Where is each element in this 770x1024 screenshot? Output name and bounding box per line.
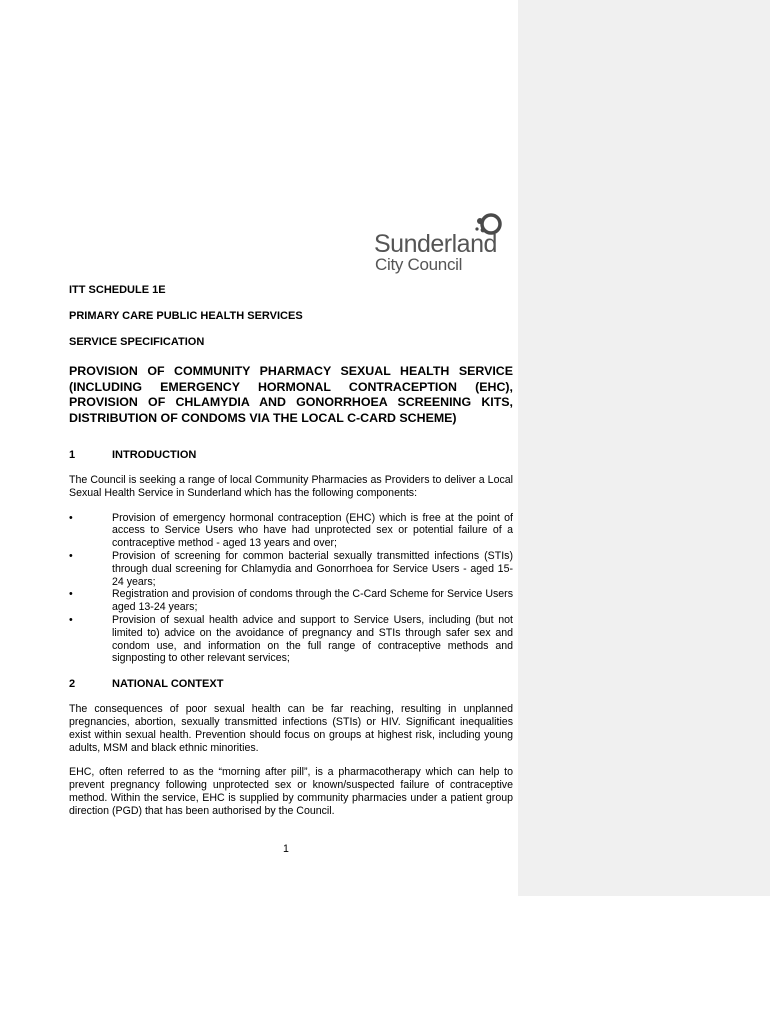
bullet-icon: • bbox=[69, 588, 73, 601]
intro-paragraph: The Council is seeking a range of local Community Pharmacies as Providers to deliver a Local Sexual Health Service in Sunderland which has the following components: bbox=[69, 474, 513, 499]
section-number: 1 bbox=[69, 449, 76, 461]
ehc-paragraph: EHC, often referred to as the “morning after pill”, is a pharmacotherapy which can help to prevent pregnancy following unprotected sex or known/suspected failure of contraceptive method. Within the service, EHC is supplied by community pharmacies under a patient group direction (PGD) that has been authorised by the Council. bbox=[69, 766, 513, 817]
context-paragraph: The consequences of poor sexual health can be far reaching, resulting in unplanned pregnancies, abortion, sexually transmitted infections (STIs) or HIV. Significant inequalities exist within sexual health. Prevention should focus on groups at highest risk, including young adults, MSM and black ethnic minorities. bbox=[69, 703, 513, 754]
council-logo bbox=[374, 212, 506, 278]
section-number: 2 bbox=[69, 678, 76, 691]
section-title: INTRODUCTION bbox=[112, 449, 197, 461]
component-list bbox=[69, 512, 513, 666]
document-body bbox=[69, 283, 513, 818]
schedule-label: ITT SCHEDULE 1E bbox=[69, 284, 166, 296]
logo-subtitle: City Council bbox=[375, 255, 463, 274]
spec-label: SERVICE SPECIFICATION bbox=[69, 336, 205, 348]
list-item bbox=[69, 588, 513, 614]
bullet-icon: • bbox=[69, 549, 73, 562]
list-item bbox=[69, 550, 513, 588]
section-1-heading bbox=[69, 448, 513, 462]
list-item-text: Provision of screening for common bacterial sexually transmitted infections (STIs) through dual screening for Chlamydia and Gonorrhoea for Service Users - aged 15-24 years; bbox=[112, 549, 513, 588]
comment-sidebar bbox=[518, 0, 770, 896]
service-category: PRIMARY CARE PUBLIC HEALTH SERVICES bbox=[69, 310, 303, 322]
list-item bbox=[69, 512, 513, 550]
page-number: 1 bbox=[283, 843, 289, 855]
section-title: NATIONAL CONTEXT bbox=[112, 678, 224, 691]
section-2-heading bbox=[69, 677, 513, 691]
document-title: PROVISION OF COMMUNITY PHARMACY SEXUAL HEALTH SERVICE (INCLUDING EMERGENCY HORMONAL CONTRACEPTION (EHC), PROVISION OF CHLAMYDIA AND GONORRHOEA SCREENING KITS, DISTRIBUTION OF CONDOMS VIA THE LOCAL C-CARD SCHEME) bbox=[69, 364, 513, 425]
bullet-icon: • bbox=[69, 613, 73, 626]
list-item-text: Provision of emergency hormonal contraception (EHC) which is free at the point of access to Service Users who have had unprotected sex or potential failure of a contraceptive method - aged 13 years and over; bbox=[112, 511, 513, 550]
list-item bbox=[69, 614, 513, 665]
list-item-text: Provision of sexual health advice and support to Service Users, including (but not limited to) advice on the avoidance of pregnancy and STIs through safer sex and condom use, and information on the full range of contraceptive methods and signposting to other relevant services; bbox=[112, 613, 513, 665]
list-item-text: Registration and provision of condoms through the C-Card Scheme for Service Users aged 13-24 years; bbox=[112, 588, 513, 614]
logo-name: Sunderland bbox=[374, 230, 497, 258]
bullet-icon: • bbox=[69, 511, 73, 524]
